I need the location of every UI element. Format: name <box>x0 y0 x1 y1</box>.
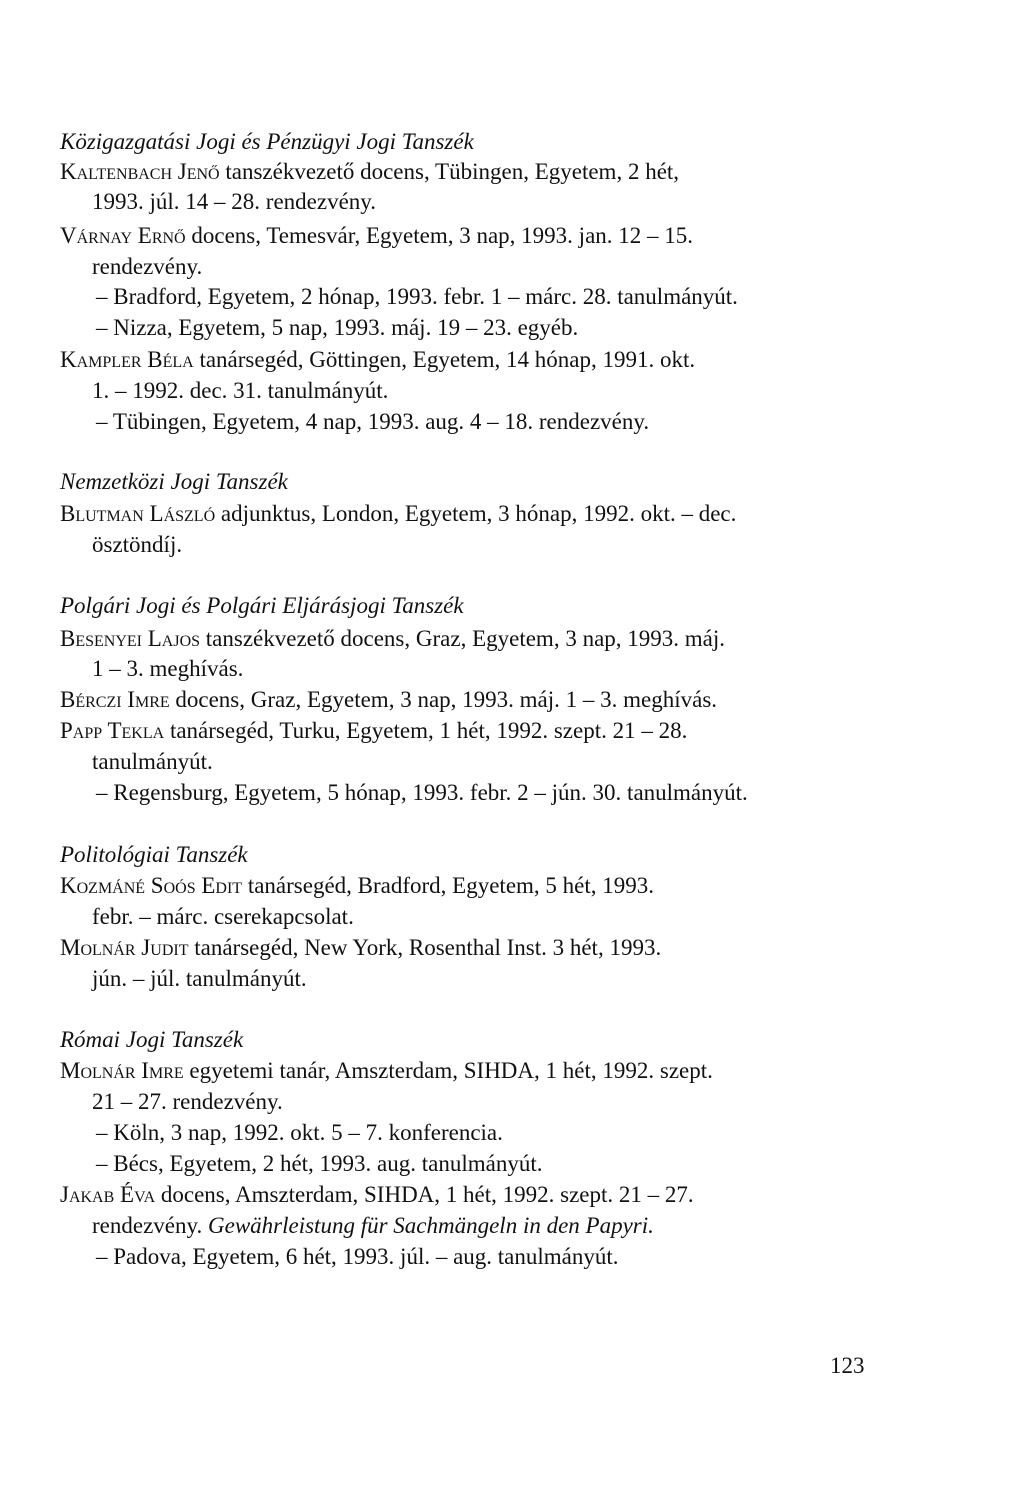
person-name: Molnár Judit <box>60 935 189 960</box>
entry-text: egyetemi tanár, Amszterdam, SIHDA, 1 hét, 1992. szept. <box>183 1058 713 1083</box>
entry-line: tanulmányút. <box>92 749 213 774</box>
person-name: Jakab Éva <box>60 1182 156 1207</box>
entry-line <box>60 1181 694 1209</box>
section-heading: Politológiai Tanszék <box>60 842 248 867</box>
person-name: Kaltenbach Jenő <box>60 159 220 184</box>
person-name: Kozmáné Soós Edit <box>60 873 243 898</box>
entry-line: rendezvény. <box>92 254 203 279</box>
entry-line: – Tübingen, Egyetem, 4 nap, 1993. aug. 4 – 18. rendezvény. <box>96 409 650 434</box>
entry-line <box>60 222 693 250</box>
publication-title: Gewährleistung für Sachmängeln in den Papyri. <box>208 1213 654 1238</box>
entry-text: docens, Graz, Egyetem, 3 nap, 1993. máj. 1 – 3. meghívás. <box>169 687 718 712</box>
entry-line: – Köln, 3 nap, 1992. okt. 5 – 7. konferencia. <box>96 1120 503 1145</box>
entry-text: tanszékvezető docens, Graz, Egyetem, 3 nap, 1993. máj. <box>200 626 726 651</box>
person-name: Blutman László <box>60 501 216 526</box>
entry-text: docens, Amszterdam, SIHDA, 1 hét, 1992. szept. 21 – 27. <box>155 1182 694 1207</box>
section-heading: Római Jogi Tanszék <box>60 1027 244 1052</box>
entry-line <box>60 500 736 528</box>
entry-text: tanársegéd, Göttingen, Egyetem, 14 hónap, 1991. okt. <box>193 347 696 372</box>
entry-line <box>60 158 679 186</box>
entry-line: jún. – júl. tanulmányút. <box>92 966 307 991</box>
entry-text: docens, Temesvár, Egyetem, 3 nap, 1993. jan. 12 – 15. <box>185 223 694 248</box>
entry-line <box>60 686 717 714</box>
person-name: Papp Tekla <box>60 718 165 743</box>
entry-text: rendezvény. <box>92 1213 208 1238</box>
section-heading: Közigazgatási Jogi és Pénzügyi Jogi Tanszék <box>60 129 474 154</box>
person-name: Bérczi Imre <box>60 687 170 712</box>
entry-line <box>60 346 695 374</box>
person-name: Várnay Ernő <box>60 223 186 248</box>
entry-text: adjunktus, London, Egyetem, 3 hónap, 1992. okt. – dec. <box>215 501 737 526</box>
person-name: Kampler Béla <box>60 347 194 372</box>
entry-line <box>60 872 654 900</box>
person-name: Besenyei Lajos <box>60 626 201 651</box>
entry-line <box>60 1057 713 1085</box>
person-name: Molnár Imre <box>60 1058 184 1083</box>
entry-line: 1993. júl. 14 – 28. rendezvény. <box>92 189 377 214</box>
entry-line: 1 – 3. meghívás. <box>92 656 244 681</box>
entry-line: – Padova, Egyetem, 6 hét, 1993. júl. – aug. tanulmányút. <box>96 1244 619 1269</box>
entry-line <box>92 1212 654 1240</box>
entry-text: tanszékvezető docens, Tübingen, Egyetem, 2 hét, <box>219 159 680 184</box>
entry-line: – Nizza, Egyetem, 5 nap, 1993. máj. 19 – 23. egyéb. <box>96 315 579 340</box>
entry-text: tanársegéd, Turku, Egyetem, 1 hét, 1992. szept. 21 – 28. <box>164 718 688 743</box>
entry-text: tanársegéd, New York, Rosenthal Inst. 3 hét, 1993. <box>188 935 662 960</box>
entry-line <box>60 934 661 962</box>
entry-line: febr. – márc. cserekapcsolat. <box>92 904 354 929</box>
entry-line: 21 – 27. rendezvény. <box>92 1089 283 1114</box>
entry-line: ösztöndíj. <box>92 532 183 557</box>
entry-text: tanársegéd, Bradford, Egyetem, 5 hét, 1993. <box>242 873 655 898</box>
entry-line <box>60 717 687 745</box>
page-number: 123 <box>830 1353 865 1378</box>
entry-line: 1. – 1992. dec. 31. tanulmányút. <box>92 378 389 403</box>
entry-line <box>60 625 725 653</box>
entry-line: – Bécs, Egyetem, 2 hét, 1993. aug. tanulmányút. <box>96 1151 543 1176</box>
entry-line: – Regensburg, Egyetem, 5 hónap, 1993. febr. 2 – jún. 30. tanulmányút. <box>96 780 748 805</box>
entry-line: – Bradford, Egyetem, 2 hónap, 1993. febr. 1 – márc. 28. tanulmányút. <box>96 284 738 309</box>
section-heading: Polgári Jogi és Polgári Eljárásjogi Tanszék <box>60 593 464 618</box>
section-heading: Nemzetközi Jogi Tanszék <box>60 469 288 494</box>
